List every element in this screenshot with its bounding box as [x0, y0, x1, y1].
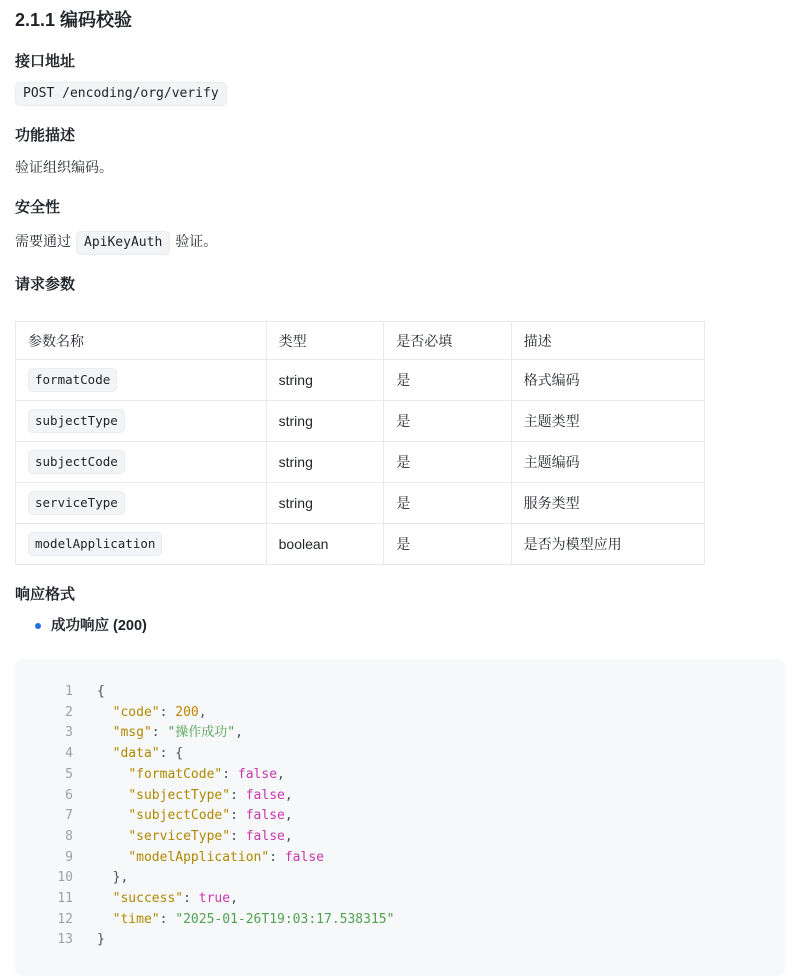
param-name-pill: formatCode — [28, 368, 117, 392]
response-bullet-label: 成功响应 (200) — [51, 618, 147, 634]
param-required-cell: 是 — [384, 442, 511, 483]
code-line-content: "time": "2025-01-26T19:03:17.538315" — [112, 911, 395, 927]
line-number: 5 — [65, 766, 73, 782]
bullet-icon — [35, 623, 41, 629]
param-name-pill: subjectCode — [28, 450, 125, 474]
table-row — [16, 401, 705, 442]
param-desc-cell: 是否为模型应用 — [511, 524, 704, 565]
code-line — [20, 786, 769, 807]
code-line-content: "data": { — [112, 746, 184, 762]
line-number: 13 — [57, 932, 73, 948]
code-line-content: } — [97, 932, 105, 948]
param-name-cell — [16, 442, 267, 483]
param-desc-cell: 服务类型 — [511, 483, 704, 524]
param-desc-cell: 主题编码 — [511, 442, 704, 483]
code-line-content: "code": 200, — [112, 704, 207, 720]
code-line-content: "success": true, — [112, 891, 238, 907]
response-bullet-item — [35, 615, 785, 637]
table-row — [16, 442, 705, 483]
param-type-cell: boolean — [266, 524, 384, 565]
code-line — [20, 744, 769, 765]
code-line-content: { — [97, 684, 105, 699]
code-line-content: "modelApplication": false — [128, 849, 324, 865]
code-line — [20, 889, 769, 910]
line-number: 9 — [65, 849, 73, 865]
column-header: 类型 — [266, 322, 384, 360]
param-required-cell: 是 — [384, 524, 511, 565]
line-number: 8 — [65, 828, 73, 844]
param-type-cell: string — [266, 401, 384, 442]
params-table — [15, 321, 705, 565]
code-line — [20, 806, 769, 827]
security-code: ApiKeyAuth — [76, 231, 170, 255]
code-line-content: "subjectType": false, — [128, 787, 293, 803]
code-line-content: "serviceType": false, — [128, 828, 293, 844]
code-line-content: "msg": "操作成功", — [112, 725, 243, 741]
line-number: 11 — [57, 891, 73, 907]
line-number: 3 — [65, 725, 73, 741]
code-line — [20, 848, 769, 869]
code-line — [20, 682, 769, 703]
param-name-pill: subjectType — [28, 409, 125, 433]
code-line — [20, 703, 769, 724]
security-text-before: 需要通过 — [15, 233, 71, 249]
security-text — [15, 228, 785, 255]
param-name-cell — [16, 401, 267, 442]
param-required-cell: 是 — [384, 483, 511, 524]
param-type-cell: string — [266, 483, 384, 524]
param-name-cell — [16, 360, 267, 401]
param-type-cell: string — [266, 360, 384, 401]
table-row — [16, 524, 705, 565]
line-number: 4 — [65, 746, 73, 762]
section-heading-endpoint: 接口地址 — [15, 53, 76, 70]
response-code-block — [15, 659, 785, 976]
param-required-cell: 是 — [384, 401, 511, 442]
param-name-cell — [16, 524, 267, 565]
line-number: 12 — [57, 911, 73, 927]
section-heading-request-params: 请求参数 — [15, 276, 76, 293]
security-text-after: 验证。 — [175, 233, 218, 249]
section-heading-security: 安全性 — [15, 199, 61, 216]
table-row — [16, 483, 705, 524]
column-header: 描述 — [511, 322, 704, 360]
section-heading-response-format: 响应格式 — [15, 586, 76, 603]
endpoint-line — [15, 82, 785, 106]
line-number: 1 — [65, 684, 73, 699]
line-number: 7 — [65, 808, 73, 824]
line-number: 2 — [65, 704, 73, 720]
param-desc-cell: 格式编码 — [511, 360, 704, 401]
param-type-cell: string — [266, 442, 384, 483]
section-heading-description: 功能描述 — [15, 127, 76, 144]
code-line-content: }, — [97, 870, 129, 886]
column-header: 参数名称 — [16, 322, 267, 360]
table-row — [16, 360, 705, 401]
code-line — [20, 910, 769, 931]
line-number: 6 — [65, 787, 73, 803]
column-header: 是否必填 — [384, 322, 511, 360]
code-line-content: "subjectCode": false, — [128, 808, 293, 824]
param-required-cell: 是 — [384, 360, 511, 401]
param-desc-cell: 主题类型 — [511, 401, 704, 442]
code-line — [20, 930, 769, 951]
code-line — [20, 868, 769, 889]
param-name-pill: serviceType — [28, 491, 125, 515]
param-name-pill: modelApplication — [28, 532, 162, 556]
line-number: 10 — [57, 870, 73, 886]
page-title: 2.1.1 编码校验 — [15, 10, 133, 30]
code-lines — [20, 682, 769, 951]
description-text: 验证组织编码。 — [15, 159, 113, 175]
param-name-cell — [16, 483, 267, 524]
code-line — [20, 827, 769, 848]
code-line — [20, 723, 769, 744]
code-line-content: "formatCode": false, — [128, 766, 285, 782]
endpoint-code: POST /encoding/org/verify — [15, 82, 227, 106]
params-table-header-row — [16, 322, 705, 360]
doc-content — [15, 8, 785, 976]
code-line — [20, 765, 769, 786]
